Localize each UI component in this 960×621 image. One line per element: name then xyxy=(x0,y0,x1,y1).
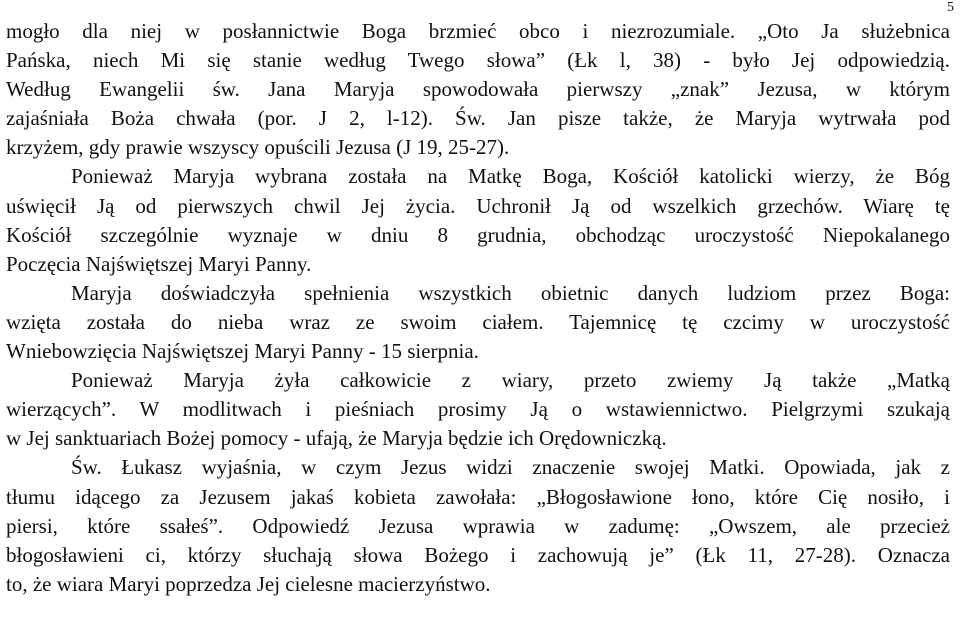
body-text xyxy=(6,17,950,599)
text-line: wzięta została do nieba wraz ze swoim ciałem. Tajemnicę tę czcimy w uroczystość xyxy=(6,309,950,334)
text-line: Poczęcia Najświętszej Maryi Panny. xyxy=(6,251,312,276)
text-line: Według Ewangelii św. Jana Maryja spowodowała pierwszy „znak” Jezusa, w którym xyxy=(6,77,950,102)
text-line: krzyżem, gdy prawie wszyscy opuścili Jezusa (J 19, 25-27). xyxy=(6,135,510,160)
text-line: wierzących”. W modlitwach i pieśniach prosimy Ją o wstawiennictwo. Pielgrzymi szukają xyxy=(6,397,950,422)
paragraph-first-line: Św. Łukasz wyjaśnia, w czym Jezus widzi znaczenie swojej Matki. Opowiada, jak z xyxy=(71,455,950,480)
paragraph-first-line: Ponieważ Maryja wybrana została na Matkę Boga, Kościół katolicki wierzy, że Bóg xyxy=(71,164,950,189)
paragraph-first-line: Maryja doświadczyła spełnienia wszystkich obietnic danych ludziom przez Boga: xyxy=(71,280,950,305)
document-page xyxy=(6,0,954,621)
text-line: Wniebowzięcia Najświętszej Maryi Panny - 15 sierpnia. xyxy=(6,339,479,364)
text-line: błogosławieni ci, którzy słuchają słowa Bożego i zachowują je” (Łk 11, 27-28). Oznacza xyxy=(6,542,950,567)
text-line: zajaśniała Boża chwała (por. J 2, l-12). Św. Jan pisze także, że Maryja wytrwała pod xyxy=(6,106,950,131)
page-number: 5 xyxy=(947,0,954,15)
text-line: Kościół szczególnie wyznaje w dniu 8 grudnia, obchodząc uroczystość Niepokalanego xyxy=(6,222,950,247)
text-line: uświęcił Ją od pierwszych chwil Jej życia. Uchronił Ją od wszelkich grzechów. Wiarę tę xyxy=(6,193,950,218)
text-line: w Jej sanktuariach Bożej pomocy - ufają, że Maryja będzie ich Orędowniczką. xyxy=(6,426,667,451)
text-line: tłumu idącego za Jezusem jakaś kobieta zawołała: „Błogosławione łono, które Cię nosiło, i xyxy=(6,484,950,509)
paragraph-first-line: Ponieważ Maryja żyła całkowicie z wiary, przeto zwiemy Ją także „Matką xyxy=(71,368,950,393)
text-line: to, że wiara Maryi poprzedza Jej cielesne macierzyństwo. xyxy=(6,571,491,596)
text-line: mogło dla niej w posłannictwie Boga brzmieć obco i niezrozumiale. „Oto Ja służebnica xyxy=(6,19,950,43)
text-line: Pańska, niech Mi się stanie według Twego słowa” (Łk l, 38) - było Jej odpowiedzią. xyxy=(6,48,950,73)
text-line: piersi, które ssałeś”. Odpowiedź Jezusa wprawia w zadumę: „Owszem, ale przecież xyxy=(6,513,950,538)
